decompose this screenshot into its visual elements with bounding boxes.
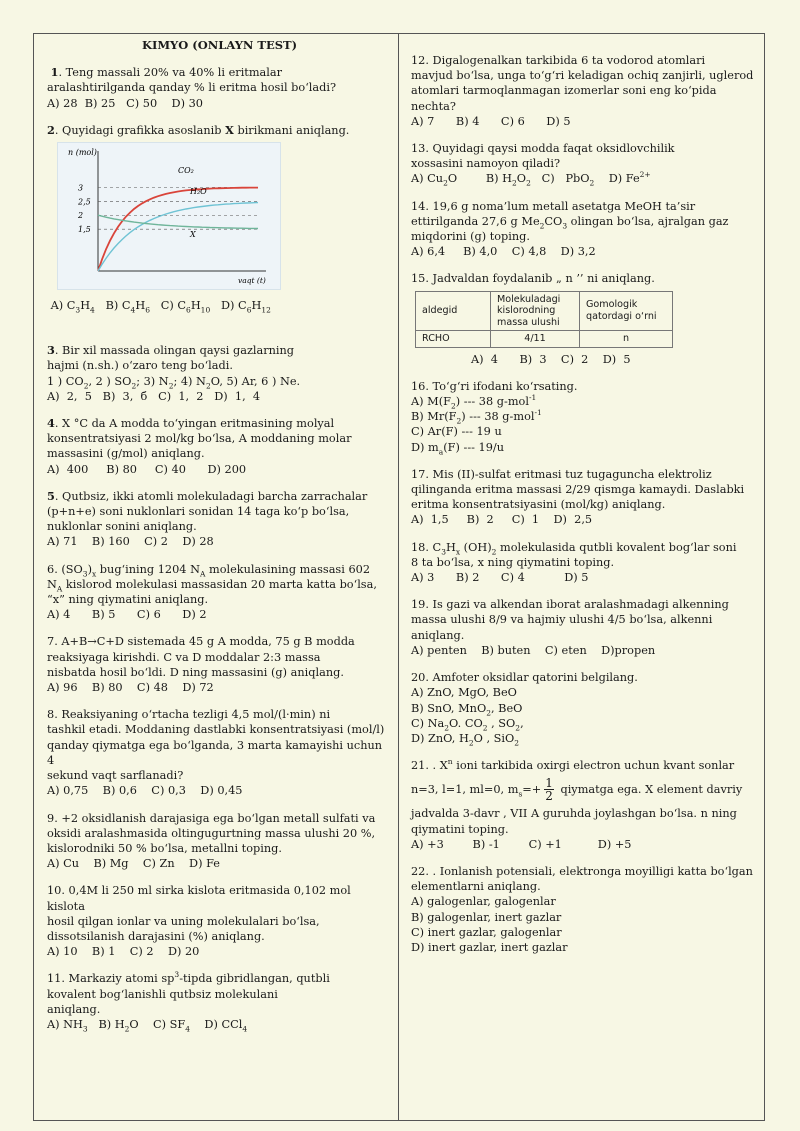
reaction-chart-svg	[58, 143, 280, 289]
y-tick-label: 2	[78, 211, 84, 221]
answer-options-q2: A) $C_3H_4$ B) $C_4H_6$ C) $C_6H_{10}$ D) $C_6H_{12}$	[47, 299, 271, 315]
answer-options: A) 4 B) 5 C) 6 D) 2	[47, 608, 207, 622]
question-21: 21. . $X^n$ ioni tarkibida oxirgi electron uchun kvant sonlar n=3, l=1, ml=0, $m_s=+$ $\frac{1}{2}$ qiymatga ega. X element davriy jadvalda 3-davr , VII A guruhda joylashgan bo‘lsa. n ning qiymatini toping. A) +3 B) -1 C) +1 D) +5	[411, 758, 759, 852]
question-1: 1. Teng massali 20% va 40% li eritmalar aralashtirilganda qanday % li eritma hosil bo‘ladi? A) 28 B) 25 C) 50 D) 30	[47, 65, 392, 111]
question-8: 8. Reaksiyaning o‘rtacha tezligi 4,5 mol/(l·min) ni tashkil etadi. Moddaning dastlabki konsentratsiyasi (mol/l) qanday qiymatga ega bo‘lganda, 3 marta kamayishi uchun 4 sekund vaqt sarflanadi? A) 0,75 B) 0,6 C) 0,3 D) 0,45	[47, 707, 392, 798]
question-9: 9. +2 oksidlanish darajasiga ega bo‘lgan metall sulfati va oksidi aralashmasida oltingugurtning massa ulushi 20 %, kislorodniki 50 % bo‘lsa, metallni toping. A) Cu B) Mg C) Zn D) Fe	[47, 811, 392, 872]
question-18: 18. $C_3H_x$ $(OH)_2$ molekulasida qutbli kovalent bog‘lar soni 8 ta bo‘lsa, x ning qiymatini toping. A) 3 B) 2 C) 4 D) 5	[411, 540, 759, 586]
reaction-chart	[57, 142, 281, 290]
table-header-aldehyde: aldegid	[416, 291, 491, 331]
answer-options: A) 28 B) 25 C) 50 D) 30	[47, 96, 203, 110]
question-3: 3. Bir xil massada olingan qaysi gazlarning hajmi (n.sh.) o‘zaro teng bo‘ladi. 1 ) $CO_2$, 2 ) $SO_2$; 3) $N_2$; 4) $N_2O$, 5) Ar, 6 ) Ne. A) 2, 5 B) 3, б C) 1, 2 D) 1, 4	[47, 343, 392, 404]
x-axis-label: vaqt (t)	[238, 276, 266, 286]
answer-options: A) Cu B) Mg C) Zn D) Fe	[47, 857, 220, 871]
question-2: 2. Quyidagi grafikka asoslanib X birikmani aniqlang. n (mol) 1,5 2 2,5 3 CO₂ H₂O X vaqt (t)	[47, 123, 392, 290]
question-6: 6. $(SO_3)_x$ bug‘ining 1204 $N_A$ molekulasining massasi 602 $N_A$ kislorod molekulasi massasidan 20 marta katta bo‘lsa, “x” ning qiymatini aniqlang. A) 4 B) 5 C) 6 D) 2	[47, 562, 392, 623]
answer-options: A) 3 B) 2 C) 4 D) 5	[411, 571, 589, 585]
question-14: 14. 19,6 g noma’lum metall asetatga MeOH ta’sir ettirilganda 27,6 g $Me_2CO_3$ olingan bo‘lsa, ajralgan gaz miqdorini (g) toping. A) 6,4 B) 4,0 C) 4,8 D) 3,2	[411, 199, 759, 260]
question-5: 5. Qutbsiz, ikki atomli molekuladagi barcha zarrachalar (p+n+e) soni nuklonlari sonidan 14 taga ko‘p bo‘lsa, nuklonlar sonini aniqlang. A) 71 B) 160 C) 2 D) 28	[47, 489, 392, 550]
answer-options: A) 96 B) 80 C) 48 D) 72	[47, 681, 214, 695]
question-22: 22. . Ionlanish potensiali, elektronga moyilligi katta bo‘lgan elementlarni aniqlang. A) galogenlar, galogenlar B) galogenlar, inert gazlar C) inert gazlar, galogenlar D) inert gazlar, inert gazlar	[411, 864, 753, 954]
y-tick-label: 3	[78, 183, 84, 193]
series-h2o-line	[98, 203, 258, 271]
question-4: 4. X °C da A modda to‘yingan eritmasining molyal konsentratsiyasi 2 mol/kg bo‘lsa, A moddaning molar massasini (g/mol) aniqlang. A) 400 B) 80 C) 40 D) 200	[47, 416, 392, 477]
answer-options: A) 71 B) 160 C) 2 D) 28	[47, 535, 214, 549]
series-h2o-label: H₂O	[190, 187, 207, 197]
question-13: 13. Quyidagi qaysi modda faqat oksidlovchilik xossasini namoyon qiladi? A) $Cu_2O$ B) $H_2O_2$ C) PbO$_2$ D) $Fe^{2+}$	[411, 141, 759, 187]
answer-options: A) 1,5 B) 2 C) 1 D) 2,5	[411, 513, 593, 527]
table-header-oxygen: Molekuladagi kislorodning massa ulushi	[491, 291, 580, 331]
series-co2-label: CO₂	[178, 166, 194, 176]
answer-options: A) 7 B) 4 C) 6 D) 5	[411, 114, 571, 128]
left-column	[47, 38, 392, 1044]
column-divider	[398, 34, 399, 1120]
test-sheet	[33, 33, 765, 1121]
question-11: 11. Markaziy atomi $sp^3$-tipda gibridlangan, qutbli kovalent bog‘lanishli qutbsiz molekulani aniqlang. A) $NH_3$ B) $H_2O$ C) $SF_4$ D) CCl$_4$	[47, 971, 392, 1032]
table-cell: 4/11	[491, 331, 580, 348]
table-cell: n	[580, 331, 673, 348]
table-header-position: Gomologik qatordagi o‘rni	[580, 291, 673, 331]
question-17: 17. Mis (II)-sulfat eritmasi tuz tugaguncha elektroliz qilinganda eritma massasi 2/29 qismga kamaydi. Daslabki eritma konsentratsiyasini (mol/kg) aniqlang. A) 1,5 B) 2 C) 1 D) 2,5	[411, 467, 759, 528]
answer-options: A) 6,4 B) 4,0 C) 4,8 D) 3,2	[411, 245, 596, 259]
answer-options: A) 400 B) 80 C) 40 D) 200	[47, 462, 247, 476]
aldehyde-table	[415, 291, 673, 348]
answer-options: A) 4 B) 3 C) 2 D) 5	[471, 352, 631, 366]
answer-options: A) penten B) buten C) eten D)propen	[411, 643, 656, 657]
y-ticks	[77, 183, 91, 234]
right-column	[411, 38, 759, 967]
y-tick-label: 1,5	[78, 225, 91, 235]
answer-options: A) 2, 5 B) 3, б C) 1, 2 D) 1, 4	[47, 389, 261, 403]
answer-options: A) 0,75 B) 0,6 C) 0,3 D) 0,45	[47, 784, 243, 798]
answer-options: A) +3 B) -1 C) +1 D) +5	[411, 837, 632, 851]
question-20: 20. Amfoter oksidlar qatorini belgilang. A) ZnO, MgO, BeO B) SnO, MnO$_2$, BeO C) $Na_2O$. $CO_2$ , $SO_2$, D) ZnO, $H_2O$ , SiO$_2$	[411, 671, 638, 748]
answer-options: A) 10 B) 1 C) 2 D) 20	[47, 945, 200, 959]
series-x-label: X	[190, 230, 196, 240]
fraction-one-half: $\frac{1}{2}$	[545, 776, 553, 804]
y-axis-label: n (mol)	[68, 148, 97, 158]
table-cell: RCHO	[416, 331, 491, 348]
answer-options: A) $NH_3$ B) $H_2O$ C) $SF_4$ D) CCl$_4$	[47, 1017, 248, 1034]
question-7: 7. A+B→C+D sistemada 45 g A modda, 75 g B modda reaksiyaga kirishdi. C va D moddalar 2:3 massa nisbatda hosil bo‘ldi. D ning massasini (g) aniqlang. A) 96 B) 80 C) 48 D) 72	[47, 634, 392, 695]
question-16: 16. To‘g‘ri ifodani ko‘rsating. A) $M(F_2)$ --- 38 g-mol$^{-1}$ B) $Mr(F_2)$ --- 38 g-mol$^{-1}$ C) Ar(F) --- 19 u D) $m_a(F)$ --- 19/u	[411, 379, 578, 456]
question-12: 12. Digalogenalkan tarkibida 6 ta vodorod atomlari mavjud bo‘lsa, unga to‘g‘ri keladigan ochiq zanjirli, uglerod atomlari tarmoqlanmagan izomerlar soni eng ko‘pida nechta? A) 7 B) 4 C) 6 D) 5	[411, 53, 759, 129]
answer-options: A) $Cu_2O$ B) $H_2O_2$ C) PbO$_2$ D) $Fe^{2+}$	[411, 170, 651, 188]
question-15: 15. Jadvaldan foydalanib „ n ’’ ni aniqlang. aldegid Molekuladagi kislorodning massa ulushi Gomologik qatordagi o‘rni RCHO 4/11 n A) 4 B) 3 C) 2 D) 5	[411, 271, 759, 366]
page-title: KIMYO (ONLAYN TEST)	[141, 38, 298, 52]
y-tick-label: 2,5	[78, 197, 91, 207]
question-10: 10. 0,4M li 250 ml sirka kislota eritmasida 0,102 mol kislota hosil qilgan ionlar va uning molekulalari bo‘lsa, dissotsilanish darajasini (%) aniqlang. A) 10 B) 1 C) 2 D) 20	[47, 883, 392, 959]
question-19: 19. Is gazi va alkendan iborat aralashmadagi alkenning massa ulushi 8/9 va hajmiy ulushi 4/5 bo‘lsa, alkenni aniqlang. A) penten B) buten C) eten D)propen	[411, 597, 759, 658]
